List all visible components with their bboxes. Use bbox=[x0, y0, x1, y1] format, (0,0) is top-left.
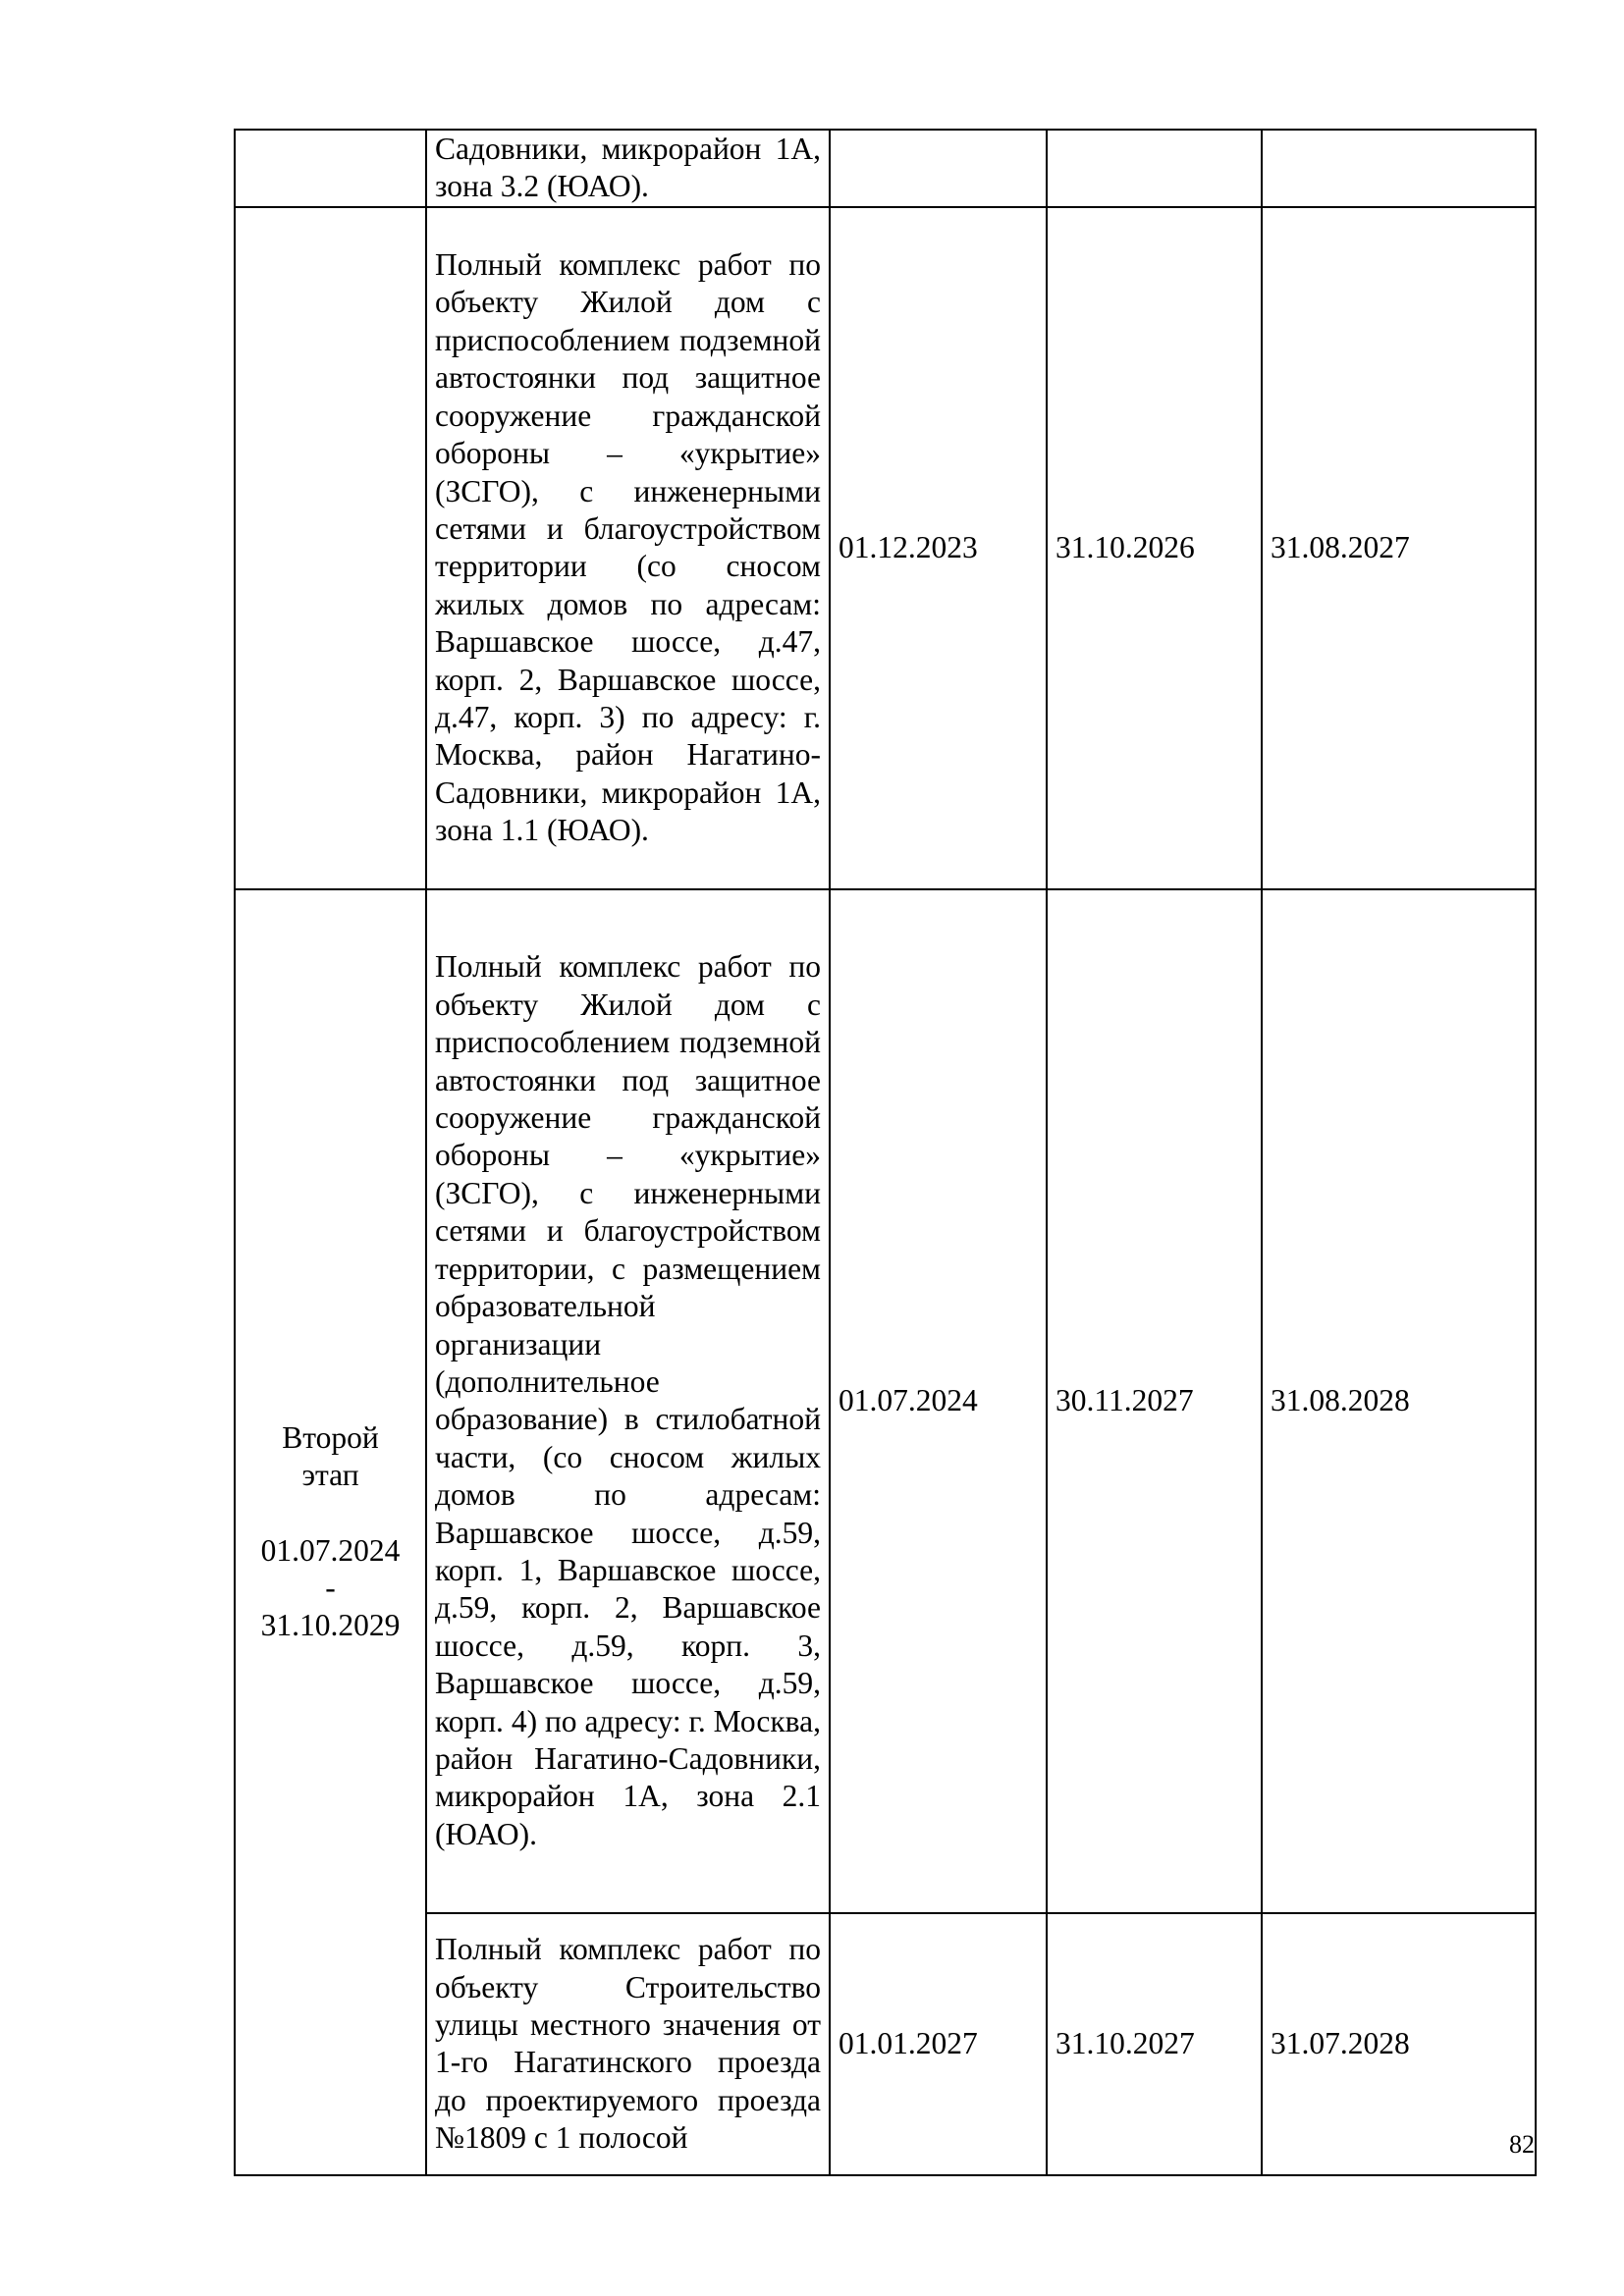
stage-name-line1: Второй bbox=[282, 1419, 379, 1455]
stage-date-to: 31.10.2029 bbox=[260, 1608, 401, 1643]
table-row bbox=[235, 207, 1536, 889]
end-date: 30.11.2027 bbox=[1047, 889, 1262, 1913]
work-description: Полный комплекс работ по объекту Жилой дом с приспособлением подземной автостоянки под защитное сооружение гражданской обороны – «укрытие» (ЗСГО), с инженерными сетями и благоустройством территории (со сносом жилых домов по адресам: Варшавское шоссе, д.47, корп. 2, Варшавское шоссе, д.47, корп. 3) по адресу: г. Москва, район Нагатино-Садовники, микрорайон 1А, зона 1.1 (ЮАО). bbox=[426, 207, 830, 889]
completion-date bbox=[1262, 130, 1536, 207]
completion-date: 31.08.2027 bbox=[1262, 207, 1536, 889]
stage-date-dash: - bbox=[325, 1571, 336, 1606]
stage-name-line2: этап bbox=[301, 1458, 359, 1493]
stage-cell-empty bbox=[235, 207, 426, 889]
stage-cell bbox=[235, 889, 426, 2175]
start-date: 01.07.2024 bbox=[830, 889, 1047, 1913]
start-date: 01.01.2027 bbox=[830, 1913, 1047, 2175]
end-date: 31.10.2027 bbox=[1047, 1913, 1262, 2175]
start-date bbox=[830, 130, 1047, 207]
table-row bbox=[235, 130, 1536, 207]
page-number: 82 bbox=[1509, 2130, 1535, 2159]
completion-date: 31.07.2028 bbox=[1262, 1913, 1536, 2175]
work-description: Садовники, микрорайон 1А, зона 3.2 (ЮАО). bbox=[426, 130, 830, 207]
schedule-table bbox=[234, 129, 1537, 2176]
work-description: Полный комплекс работ по объекту Строительство улицы местного значения от 1-го Нагатинского проезда до проектируемого проезда №1809 с 1 полосой bbox=[426, 1913, 830, 2175]
stage-date-from: 01.07.2024 bbox=[260, 1532, 401, 1568]
table-row bbox=[235, 1913, 1536, 2175]
table-row bbox=[235, 889, 1536, 1913]
end-date: 31.10.2026 bbox=[1047, 207, 1262, 889]
end-date bbox=[1047, 130, 1262, 207]
stage-cell-empty bbox=[235, 130, 426, 207]
work-description: Полный комплекс работ по объекту Жилой дом с приспособлением подземной автостоянки под защитное сооружение гражданской обороны – «укрытие» (ЗСГО), с инженерными сетями и благоустройством территории, с размещением образовательной организации (дополнительное образование) в стилобатной части, (со сносом жилых домов по адресам: Варшавское шоссе, д.59, корп. 1, Варшавское шоссе, д.59, корп. 2, Варшавское шоссе, д.59, корп. 3, Варшавское шоссе, д.59, корп. 4) по адресу: г. Москва, район Нагатино-Садовники, микрорайон 1А, зона 2.1 (ЮАО). bbox=[426, 889, 830, 1913]
completion-date: 31.08.2028 bbox=[1262, 889, 1536, 1913]
start-date: 01.12.2023 bbox=[830, 207, 1047, 889]
